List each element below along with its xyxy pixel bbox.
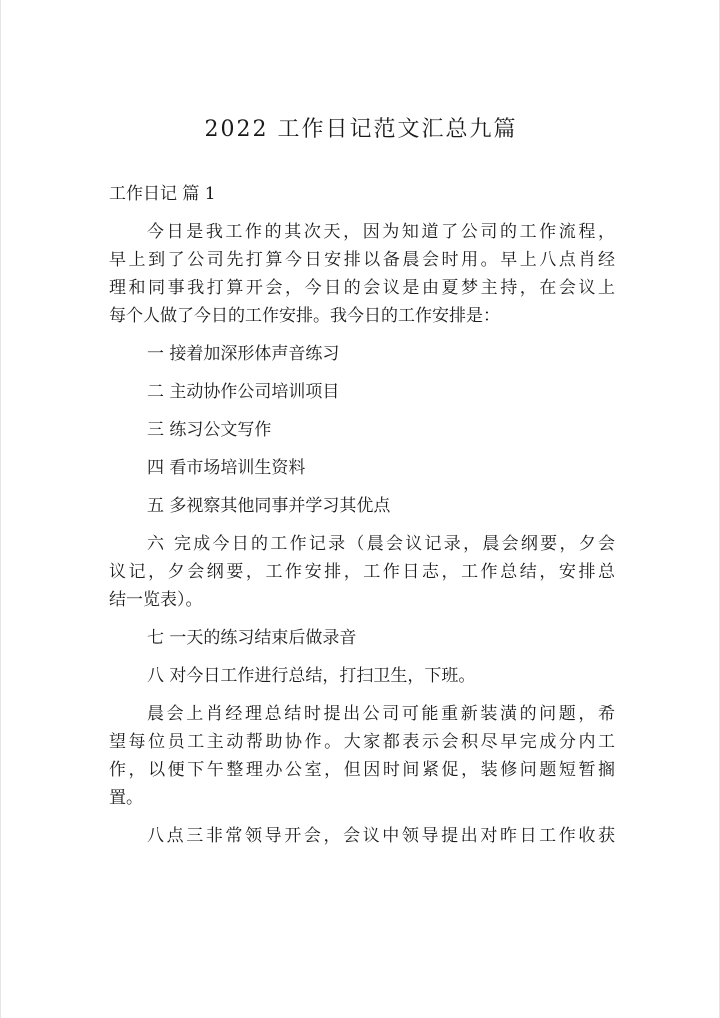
paragraph-2 [109, 700, 615, 812]
paragraph-line: 结一览表）。 [109, 590, 203, 610]
list-item-6 [109, 530, 615, 614]
list-item: 四 看市场培训生资料 [147, 458, 306, 478]
list-item-7: 七 一天的练习结束后做录音 [147, 628, 357, 648]
document-body [109, 180, 615, 850]
section-heading: 工作日记 篇 1 [109, 184, 216, 204]
document-title: 2022 工作日记范文汇总九篇 [204, 117, 518, 142]
paragraph-1 [109, 218, 615, 330]
paragraph-line: 晨会上肖经理总结时提出公司可能重新装潢的问题，希 [147, 704, 615, 724]
paragraph-line: 议记，夕会纲要，工作安排，工作日志，工作总结，安排总 [109, 562, 615, 582]
paragraph-line: 六 完成今日的工作记录（晨会议记录，晨会纲要，夕会 [147, 534, 615, 554]
list-item: 三 练习公文写作 [147, 420, 272, 440]
list-item-8: 八 对今日工作进行总结，打扫卫生，下班。 [147, 666, 476, 686]
task-list [109, 340, 615, 520]
paragraph-line: 作，以便下午整理办公室，但因时间紧促，装修问题短暂搁 [109, 760, 615, 780]
paragraph-line: 八点三非常领导开会，会议中领导提出对昨日工作收获 [147, 826, 615, 846]
paragraph-line: 置。 [109, 788, 143, 808]
list-item: 五 多视察其他同事并学习其优点 [147, 496, 391, 516]
paragraph-line: 早上到了公司先打算今日安排以备晨会时用。早上八点肖经 [109, 250, 615, 270]
paragraph-line: 理和同事我打算开会，今日的会议是由夏梦主持，在会议上 [109, 278, 615, 298]
list-item: 二 主动协作公司培训项目 [147, 382, 340, 402]
paragraph-line: 每个人做了今日的工作安排。我今日的工作安排是： [109, 306, 500, 326]
paragraph-3 [109, 822, 615, 850]
list-item: 一 接着加深形体声音练习 [147, 344, 340, 364]
paragraph-line: 今日是我工作的其次天，因为知道了公司的工作流程， [147, 222, 615, 242]
paragraph-line: 望每位员工主动帮助协作。大家都表示会积尽早完成分内工 [109, 732, 615, 752]
